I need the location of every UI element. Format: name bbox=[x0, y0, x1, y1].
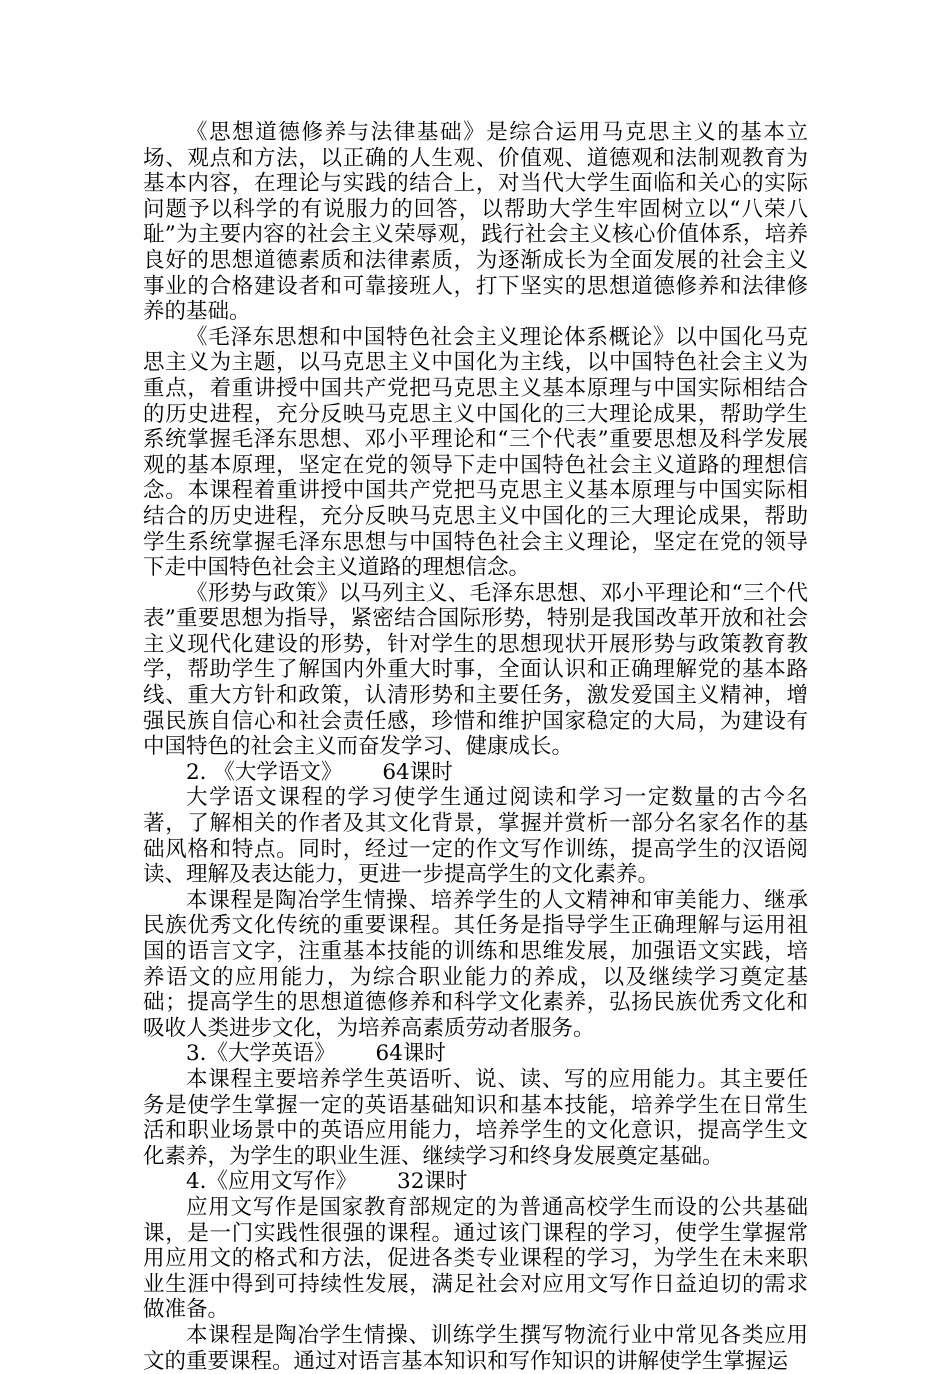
course-hours: 32课时 bbox=[397, 1169, 468, 1195]
section-heading-college-chinese bbox=[143, 760, 808, 786]
paragraph-college-chinese-2: 本课程是陶冶学生情操、培养学生的人文精神和审美能力、继承民族优秀文化传统的重要课程。其任务是指导学生正确理解与运用祖国的语言文字，注重基本技能的训练和思维发展，加强语文实践，培养语文的应用能力，为综合职业能力的养成，以及继续学习奠定基础；提高学生的思想道德修养和科学文化素养，弘扬民族优秀文化和吸收人类进步文化，为培养高素质劳动者服务。 bbox=[143, 887, 808, 1041]
section-heading-applied-writing bbox=[143, 1169, 808, 1195]
course-hours: 64课时 bbox=[382, 759, 453, 785]
paragraph-applied-writing-2: 本课程是陶冶学生情操、训练学生撰写物流行业中常见各类应用文的重要课程。通过对语言基本知识和写作知识的讲解使学生掌握运 bbox=[143, 1322, 808, 1374]
paragraph-college-english: 本课程主要培养学生英语听、说、读、写的应用能力。其主要任务是使学生掌握一定的英语基础知识和基本技能，培养学生在日常生活和职业场景中的英语应用能力，培养学生的文化意识，提高学生文化素养，为学生的职业生涯、继续学习和终身发展奠定基础。 bbox=[143, 1066, 808, 1169]
paragraph-situation-policy: 《形势与政策》以马列主义、毛泽东思想、邓小平理论和“三个代表”重要思想为指导，紧密结合国际形势，特别是我国改革开放和社会主义现代化建设的形势，针对学生的思想现状开展形势与政策教育教学，帮助学生了解国内外重大时事，全面认识和正确理解党的基本路线、重大方针和政策，认清形势和主要任务，激发爱国主义精神，增强民族自信心和社会责任感，珍惜和维护国家稳定的大局，为建设有中国特色的社会主义而奋发学习、健康成长。 bbox=[143, 580, 808, 760]
course-title: 2. 《大学语文》 bbox=[186, 759, 343, 785]
course-hours: 64课时 bbox=[375, 1041, 446, 1067]
section-heading-college-english bbox=[143, 1041, 808, 1067]
course-title: 4.《应用文写作》 bbox=[186, 1169, 358, 1195]
document-body bbox=[143, 120, 808, 1374]
course-title: 3.《大学英语》 bbox=[186, 1041, 336, 1067]
paragraph-mao-zedong-thought: 《毛泽东思想和中国特色社会主义理论体系概论》以中国化马克思主义为主题，以马克思主义中国化为主线，以中国特色社会主义为重点，着重讲授中国共产党把马克思主义基本原理与中国实际相结合的历史进程，充分反映马克思主义中国化的三大理论成果，帮助学生系统掌握毛泽东思想、邓小平理论和“三个代表”重要思想及科学发展观的基本原理，坚定在党的领导下走中国特色社会主义道路的理想信念。本课程着重讲授中国共产党把马克思主义基本原理与中国实际相结合的历史进程，充分反映马克思主义中国化的三大理论成果，帮助学生系统掌握毛泽东思想与中国特色社会主义理论，坚定在党的领导下走中国特色社会主义道路的理想信念。 bbox=[143, 324, 808, 581]
paragraph-applied-writing-1: 应用文写作是国家教育部规定的为普通高校学生而设的公共基础课，是一门实践性很强的课程。通过该门课程的学习，使学生掌握常用应用文的格式和方法，促进各类专业课程的学习，为学生在未来职业生涯中得到可持续性发展，满足社会对应用文写作日益迫切的需求做准备。 bbox=[143, 1194, 808, 1323]
paragraph-ideology-morality-law: 《思想道德修养与法律基础》是综合运用马克思主义的基本立场、观点和方法，以正确的人生观、价值观、道德观和法制观教育为基本内容，在理论与实践的结合上，对当代大学生面临和关心的实际问题予以科学的有说服力的回答，以帮助大学生牢固树立以“八荣八耻”为主要内容的社会主义荣辱观，践行社会主义核心价值体系，培养良好的思想道德素质和法律素质，为逐渐成长为全面发展的社会主义事业的合格建设者和可靠接班人，打下坚实的思想道德修养和法律修养的基础。 bbox=[143, 120, 808, 325]
paragraph-college-chinese-1: 大学语文课程的学习使学生通过阅读和学习一定数量的古今名著，了解相关的作者及其文化背景，掌握并赏析一部分名家名作的基础风格和特点。同时，经过一定的作文写作训练，提高学生的汉语阅读、理解及表达能力，更进一步提高学生的文化素养。 bbox=[143, 785, 808, 888]
